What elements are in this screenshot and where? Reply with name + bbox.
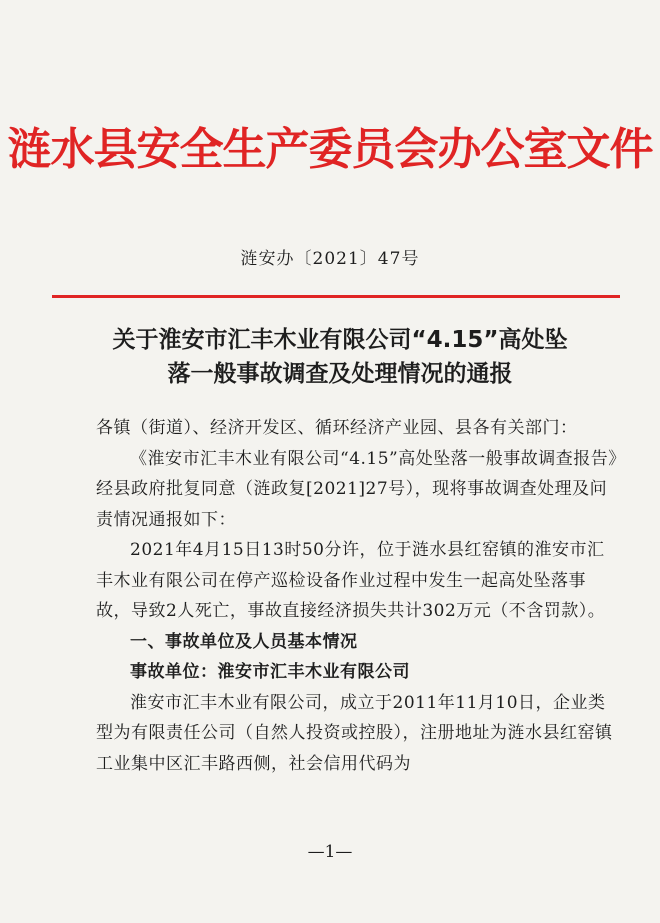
notice-title	[60, 323, 620, 391]
notice-title-line-1: 关于淮安市汇丰木业有限公司“4.15”高处坠	[112, 327, 568, 353]
notice-title-line-2: 落一般事故调查及处理情况的通报	[167, 361, 513, 387]
page-number: —1—	[307, 842, 353, 862]
section-heading-1: 一、事故单位及人员基本情况	[130, 631, 358, 652]
paragraph-1: 《淮安市汇丰木业有限公司“4.15”高处坠落一般事故调查报告》经县政府批复同意（涟政复[2021]27号），现将事故调查处理及问责情况通报如下：	[96, 448, 618, 530]
recipients-line: 各镇（街道）、经济开发区、循环经济产业园、县各有关部门：	[96, 418, 578, 438]
accident-unit-label: 事故单位：	[130, 662, 218, 682]
document-number: 涟安办〔2021〕47号	[240, 249, 420, 269]
accident-unit-value: 淮安市汇丰木业有限公司	[217, 662, 410, 682]
red-divider-line	[52, 295, 620, 298]
notice-body	[96, 413, 618, 779]
accident-unit-line	[96, 657, 618, 688]
paragraph-3: 淮安市汇丰木业有限公司，成立于2011年11月10日，企业类型为有限责任公司（自然人投资或控股），注册地址为涟水县红窑镇工业集中区汇丰路西侧，社会信用代码为	[96, 692, 613, 774]
paragraph-2: 2021年4月15日13时50分许，位于涟水县红窑镇的淮安市汇丰木业有限公司在停产巡检设备作业过程中发生一起高处坠落事故，导致2人死亡，事故直接经济损失共计302万元（不含罚款）。	[96, 540, 606, 621]
document-masthead: 涟水县安全生产委员会办公室文件	[7, 124, 653, 175]
